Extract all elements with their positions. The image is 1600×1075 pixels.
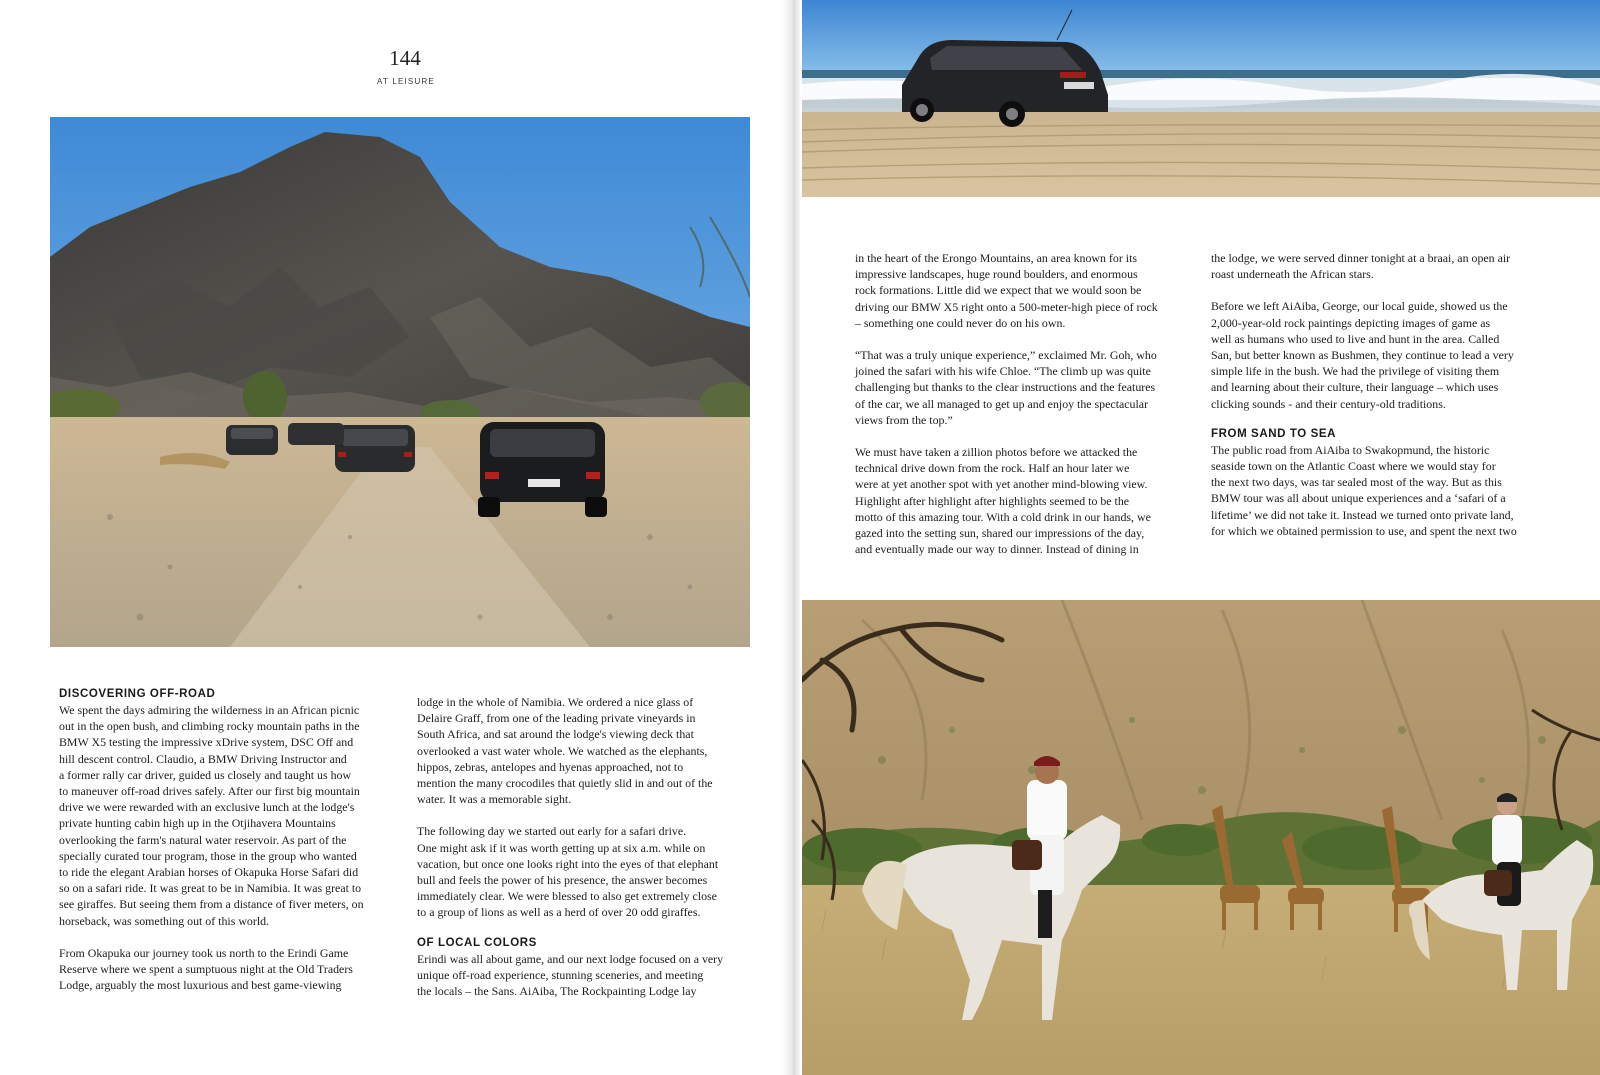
paragraph: lodge in the whole of Namibia. We ordered a nice glass of Delaire Graff, from one of the leading private vineyards in South Africa, and sat around the lodge's viewing deck that overlooked a vast water whole. We watched as the elephants, hippos, zebras, antelopes and hyenas approached, not to mention the many crocodiles that quietly slid in and out of the water. It was a memorable sight. xyxy=(417,695,713,807)
heading-discovering-off-road: DISCOVERING OFF-ROAD xyxy=(59,688,216,700)
paragraph: the lodge, we were served dinner tonight at a braai, an open air roast underneath the African stars. xyxy=(1211,251,1511,282)
paragraph: Erindi was all about game, and our next lodge focused on a very unique off-road experience, stunning sceneries, and meeting the locals – the Sans. AiAiba, The Rockpainting Lodge lay xyxy=(417,951,724,999)
right-column-2 xyxy=(1211,250,1551,539)
page-gutter xyxy=(782,0,802,1075)
paragraph: The following day we started out early for a safari drive. One might ask if it was worth getting up at six a.m. while on vacation, but once one looks right into the eyes of that elephant bull and feels the power of his presence, the answer becomes immediately clear. We were blessed to also get extremely close to a group of lions as well as a herd of over 20 odd giraffes. xyxy=(417,824,719,920)
paragraph: The public road from AiAiba to Swakopmund, the historic seaside town on the Atlantic Coast where we would stay for the next two days, was tar sealed most of the way. But as this BMW tour was all about unique experiences and a ‘safari of a lifetime’ we did not take it. Instead we turned onto private land, for which we obtained permission to use, and spent the next two xyxy=(1211,442,1517,538)
paragraph: in the heart of the Erongo Mountains, an area known for its impressive landscapes, huge round boulders, and enormous rock formations. Little did we expect that we would soon be driving our BMW X5 right onto a 500-meter-high piece of rock – something one could never do on his own. xyxy=(855,251,1158,330)
paragraph: We must have taken a zillion photos before we attacked the technical drive down from the rock. Half an hour later we were at yet another spot with yet another mind-blowing view. Highlight after highlight after highlights seemed to be the motto of this amazing tour. With a cold drink in our hands, we gazed into the setting sun, shared our impressions of the day, and eventually made our way to dinner. Instead of dining in xyxy=(855,445,1151,557)
left-column-2 xyxy=(417,694,757,999)
page-number: 144 xyxy=(389,46,421,70)
heading-of-local-colors: OF LOCAL COLORS xyxy=(417,936,537,949)
horse-safari-photo xyxy=(802,600,1600,1075)
section-label: AT LEISURE xyxy=(377,77,435,86)
paragraph: Before we left AiAiba, George, our local guide, showed us the 2,000-year-old rock paintings depicting images of game as well as humans who used to live and hunt in the area. Called San, but better known as Bushmen, they continue to lead a very simple life in the bush. We had the privilege of visiting them and learning about their culture, their language – which uses clicking sounds - and their century-old traditions. xyxy=(1211,299,1514,411)
paragraph: We spent the days admiring the wilderness in an African picnic out in the open bush, and climbing rocky mountain paths in the BMW X5 testing the impressive xDrive system, DSC Off and hill descent control. Claudio, a BMW Driving Instructor and a former rally car driver, guided us closely and taught us how to maneuver off-road drives safely. After our first big mountain drive we were rewarded with an exclusive lunch at the lodge's private hunting cabin high up in the Otjihavera Mountains overlooking the farm's natural water reservoir. As part of the specially curated tour program, those in the group who wanted to ride the elegant Arabian horses of Okapuka Horse Safari did so on a safari ride. It was great to be in Namibia. It was great to see giraffes. But seeing them from a distance of fiver meters, on horseback, was something out of this world. xyxy=(59,703,364,928)
beach-drive-photo xyxy=(802,0,1600,197)
paragraph: From Okapuka our journey took us north to the Erindi Game Reserve where we spent a sumptuous night at the Old Traders Lodge, arguably the most luxurious and best game-viewing xyxy=(59,945,353,993)
right-column-1 xyxy=(855,250,1195,557)
heading-from-sand-to-sea: FROM SAND TO SEA xyxy=(1211,427,1337,440)
paragraph: “That was a truly unique experience,” exclaimed Mr. Goh, who joined the safari with his wife Chloe. “The climb up was quite challenging but thanks to the clear instructions and the features of the car, we all managed to get up and enjoy the spectacular views from the top.” xyxy=(855,348,1157,427)
mountain-convoy-photo xyxy=(50,117,750,647)
left-column-1 xyxy=(59,686,399,993)
right-page xyxy=(800,0,1600,1075)
